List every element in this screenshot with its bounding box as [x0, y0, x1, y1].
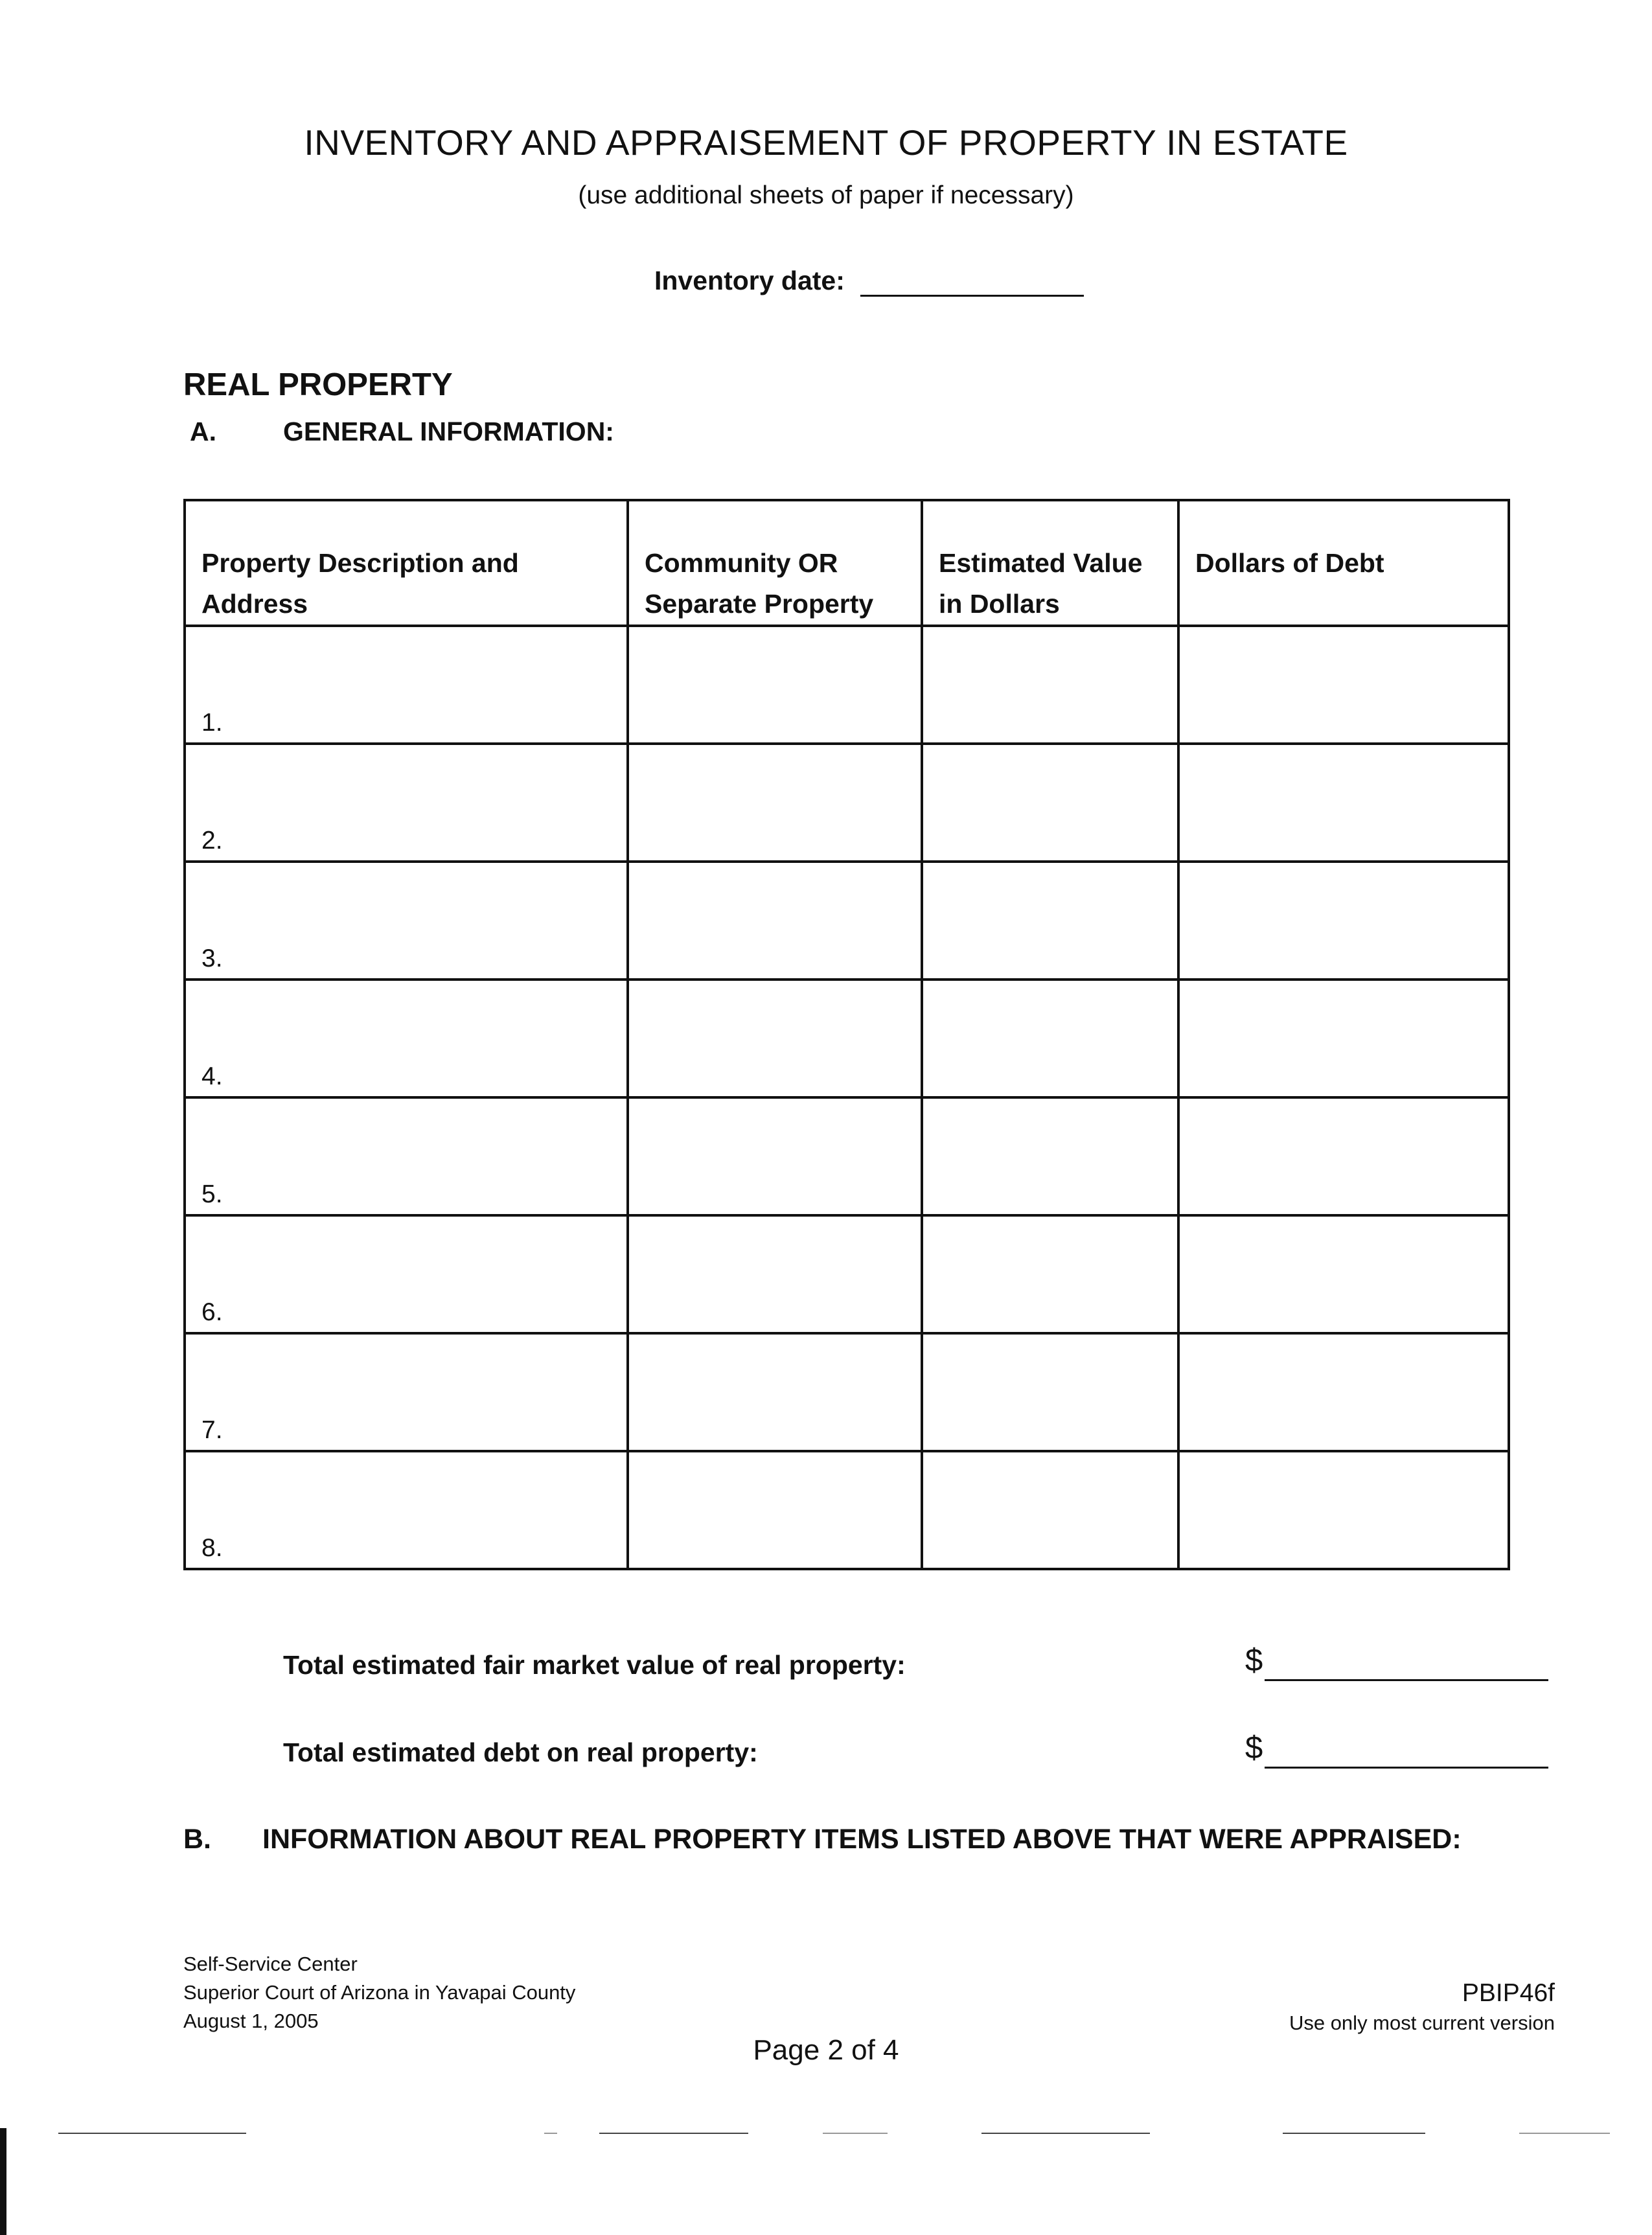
section-b-letter: B. — [183, 1824, 211, 1855]
column-header-ownership: Community OR Separate Property — [628, 500, 922, 626]
document-subtitle: (use additional sheets of paper if necessary) — [578, 181, 1074, 209]
debt-cell[interactable] — [1178, 862, 1509, 980]
scan-artifact-line — [823, 2133, 888, 2134]
description-cell[interactable] — [185, 862, 628, 980]
scan-edge-mark — [0, 2128, 6, 2235]
debt-cell[interactable] — [1178, 980, 1509, 1097]
ownership-cell[interactable] — [628, 626, 922, 744]
scan-artifact-line — [1283, 2133, 1425, 2134]
table-row — [185, 744, 1509, 862]
column-header-debt: Dollars of Debt — [1178, 500, 1509, 626]
scan-artifact-line — [981, 2133, 1150, 2134]
footer-line-center: Self-Service Center — [183, 1953, 358, 1975]
estimated-value-cell[interactable] — [922, 862, 1178, 980]
footer-line-date: August 1, 2005 — [183, 2010, 319, 2032]
section-heading-real-property: REAL PROPERTY — [183, 367, 453, 402]
debt-cell[interactable] — [1178, 1333, 1509, 1451]
total-debt-label: Total estimated debt on real property: — [283, 1737, 758, 1767]
total-fair-market-value-field[interactable] — [1265, 1679, 1548, 1681]
table-row — [185, 1097, 1509, 1215]
scan-artifact-line — [58, 2133, 246, 2134]
footer-issuer — [183, 1950, 575, 2035]
estimated-value-cell[interactable] — [922, 1215, 1178, 1333]
subsection-a-label: GENERAL INFORMATION: — [283, 417, 614, 446]
row-number: 1. — [201, 709, 223, 737]
table-row — [185, 980, 1509, 1097]
table-row — [185, 1215, 1509, 1333]
table-header-row — [185, 500, 1509, 626]
ownership-cell[interactable] — [628, 1333, 922, 1451]
footer-line-court: Superior Court of Arizona in Yavapai County — [183, 1981, 576, 2004]
debt-cell[interactable] — [1178, 1215, 1509, 1333]
inventory-date-label: Inventory date: — [654, 266, 845, 295]
subsection-a-letter: A. — [190, 417, 216, 446]
total-debt-field[interactable] — [1265, 1767, 1548, 1769]
scan-artifact-line — [599, 2133, 748, 2134]
ownership-cell[interactable] — [628, 862, 922, 980]
inventory-date-field[interactable] — [860, 295, 1084, 297]
description-cell[interactable] — [185, 1333, 628, 1451]
currency-symbol: $ — [1245, 1730, 1263, 1765]
row-number: 3. — [201, 945, 223, 972]
description-cell[interactable] — [185, 1215, 628, 1333]
estimated-value-cell[interactable] — [922, 1333, 1178, 1451]
table-row — [185, 1333, 1509, 1451]
total-fair-market-value-label: Total estimated fair market value of real property: — [283, 1650, 906, 1680]
row-number: 6. — [201, 1298, 223, 1326]
debt-cell[interactable] — [1178, 1451, 1509, 1569]
table-row — [185, 862, 1509, 980]
version-note: Use only most current version — [1289, 2012, 1555, 2034]
ownership-cell[interactable] — [628, 1215, 922, 1333]
debt-cell[interactable] — [1178, 744, 1509, 862]
currency-symbol: $ — [1245, 1643, 1263, 1678]
scan-artifact-line — [1519, 2133, 1610, 2134]
row-number: 7. — [201, 1416, 223, 1444]
ownership-cell[interactable] — [628, 1451, 922, 1569]
estimated-value-cell[interactable] — [922, 980, 1178, 1097]
row-number: 2. — [201, 827, 223, 854]
description-cell[interactable] — [185, 1097, 628, 1215]
column-header-description: Property Description and Address — [185, 500, 628, 626]
description-cell[interactable] — [185, 744, 628, 862]
form-code: PBIP46f — [1462, 1979, 1555, 2007]
table-row — [185, 1451, 1509, 1569]
row-number: 5. — [201, 1180, 223, 1208]
ownership-cell[interactable] — [628, 980, 922, 1097]
estimated-value-cell[interactable] — [922, 626, 1178, 744]
estimated-value-cell[interactable] — [922, 1451, 1178, 1569]
row-number: 4. — [201, 1062, 223, 1090]
section-b-heading: INFORMATION ABOUT REAL PROPERTY ITEMS LISTED ABOVE THAT WERE APPRAISED: — [262, 1824, 1462, 1855]
debt-cell[interactable] — [1178, 626, 1509, 744]
ownership-cell[interactable] — [628, 744, 922, 862]
scan-artifact-line — [544, 2133, 557, 2134]
column-header-estimated-value: Estimated Value in Dollars — [922, 500, 1178, 626]
page-number: Page 2 of 4 — [753, 2034, 899, 2066]
estimated-value-cell[interactable] — [922, 1097, 1178, 1215]
document-title: INVENTORY AND APPRAISEMENT OF PROPERTY IN ESTATE — [304, 122, 1348, 163]
debt-cell[interactable] — [1178, 1097, 1509, 1215]
description-cell[interactable] — [185, 980, 628, 1097]
real-property-table — [183, 499, 1510, 1570]
description-cell[interactable] — [185, 626, 628, 744]
estimated-value-cell[interactable] — [922, 744, 1178, 862]
table-row — [185, 626, 1509, 744]
row-number: 8. — [201, 1534, 223, 1562]
ownership-cell[interactable] — [628, 1097, 922, 1215]
description-cell[interactable] — [185, 1451, 628, 1569]
